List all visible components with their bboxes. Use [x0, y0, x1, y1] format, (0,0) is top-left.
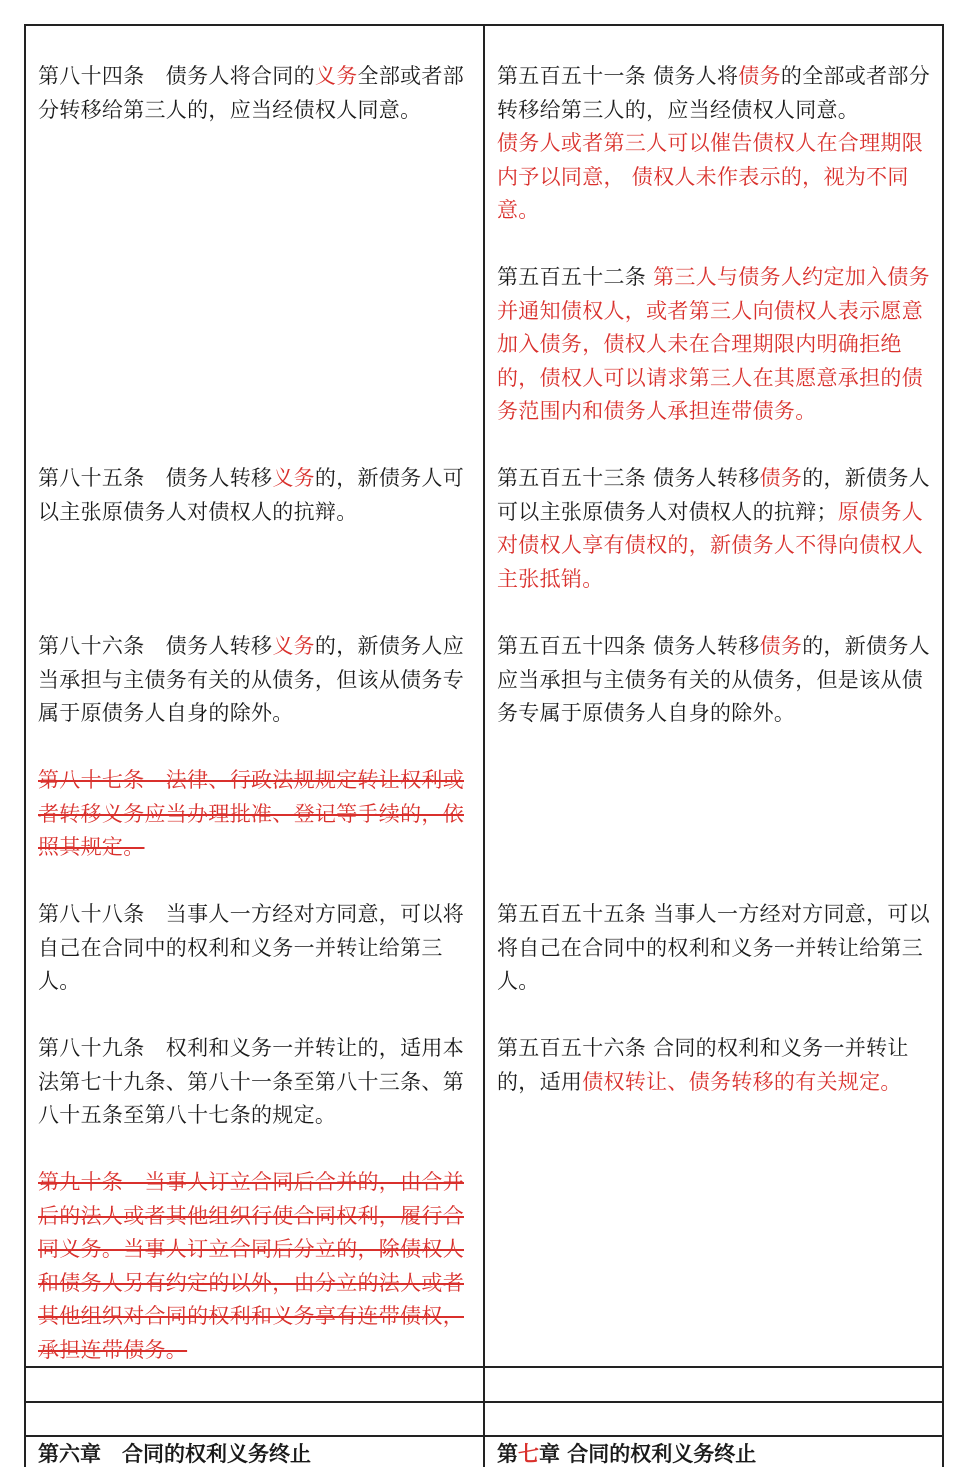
- article-554-new: 第五百五十四条 债务人转移债务的，新债务人应当承担与主债务有关的从债务，但是该从债务专属于原债务人自身的除外。: [497, 634, 930, 725]
- article-555-new: 第五百五十五条 当事人一方经对方同意，可以将自己在合同中的权利和义务一并转让给第三人。: [497, 902, 930, 993]
- column-divider: [483, 24, 485, 1467]
- article-556-new: 第五百五十六条 合同的权利和义务一并转让的，适用债权转让、债务转移的有关规定。: [497, 1036, 909, 1094]
- row-divider: [24, 1435, 944, 1437]
- article-87-deleted: 第八十七条 法律、行政法规规定转让权利或者转移义务应当办理批准、登记等手续的，依照其规定。: [38, 768, 464, 859]
- chapter-7-title: 第七章 合同的权利义务终止: [497, 1441, 757, 1466]
- row-divider: [24, 1401, 944, 1403]
- chapter-6-title: 第六章 合同的权利义务终止: [38, 1441, 311, 1466]
- article-90-deleted: 第九十条 当事人订立合同后合并的，由合并后的法人或者其他组织行使合同权利，履行合同义务。当事人订立合同后分立的，除债权人和债务人另有约定的以外，由分立的法人或者其他组织对合同的权利和义务享有连带债权，承担连带债务。: [38, 1170, 464, 1362]
- article-553-new: 第五百五十三条 债务人转移债务的，新债务人可以主张原债务人对债权人的抗辩；原债务人对债权人享有债权的，新债务人不得向债权人主张抵销。: [497, 466, 930, 591]
- article-88-old: 第八十八条 当事人一方经对方同意，可以将自己在合同中的权利和义务一并转让给第三人。: [38, 902, 464, 993]
- article-84-old: 第八十四条 债务人将合同的义务全部或者部分转移给第三人的，应当经债权人同意。: [38, 64, 465, 122]
- article-89-old: 第八十九条 权利和义务一并转让的，适用本法第七十九条、第八十一条至第八十三条、第八十五条至第八十七条的规定。: [38, 1036, 464, 1127]
- article-552-new: 第五百五十二条 第三人与债务人约定加入债务并通知债权人，或者第三人向债权人表示愿意加入债务，债权人未在合理期限内明确拒绝的，债权人可以请求第三人在其愿意承担的债务范围内和债务人承担连带债务。: [497, 265, 930, 423]
- article-85-old: 第八十五条 债务人转移义务的，新债务人可以主张原债务人对债权人的抗辩。: [38, 466, 465, 524]
- article-551-new: 第五百五十一条 债务人将债务的全部或者部分转移给第三人的，应当经债权人同意。 债务人或者第三人可以催告债权人在合理期限内予以同意， 债权人未作表示的，视为不同意。: [497, 64, 930, 222]
- article-86-old: 第八十六条 债务人转移义务的，新债务人应当承担与主债务有关的从债务，但该从债务专属于原债务人自身的除外。: [38, 634, 465, 725]
